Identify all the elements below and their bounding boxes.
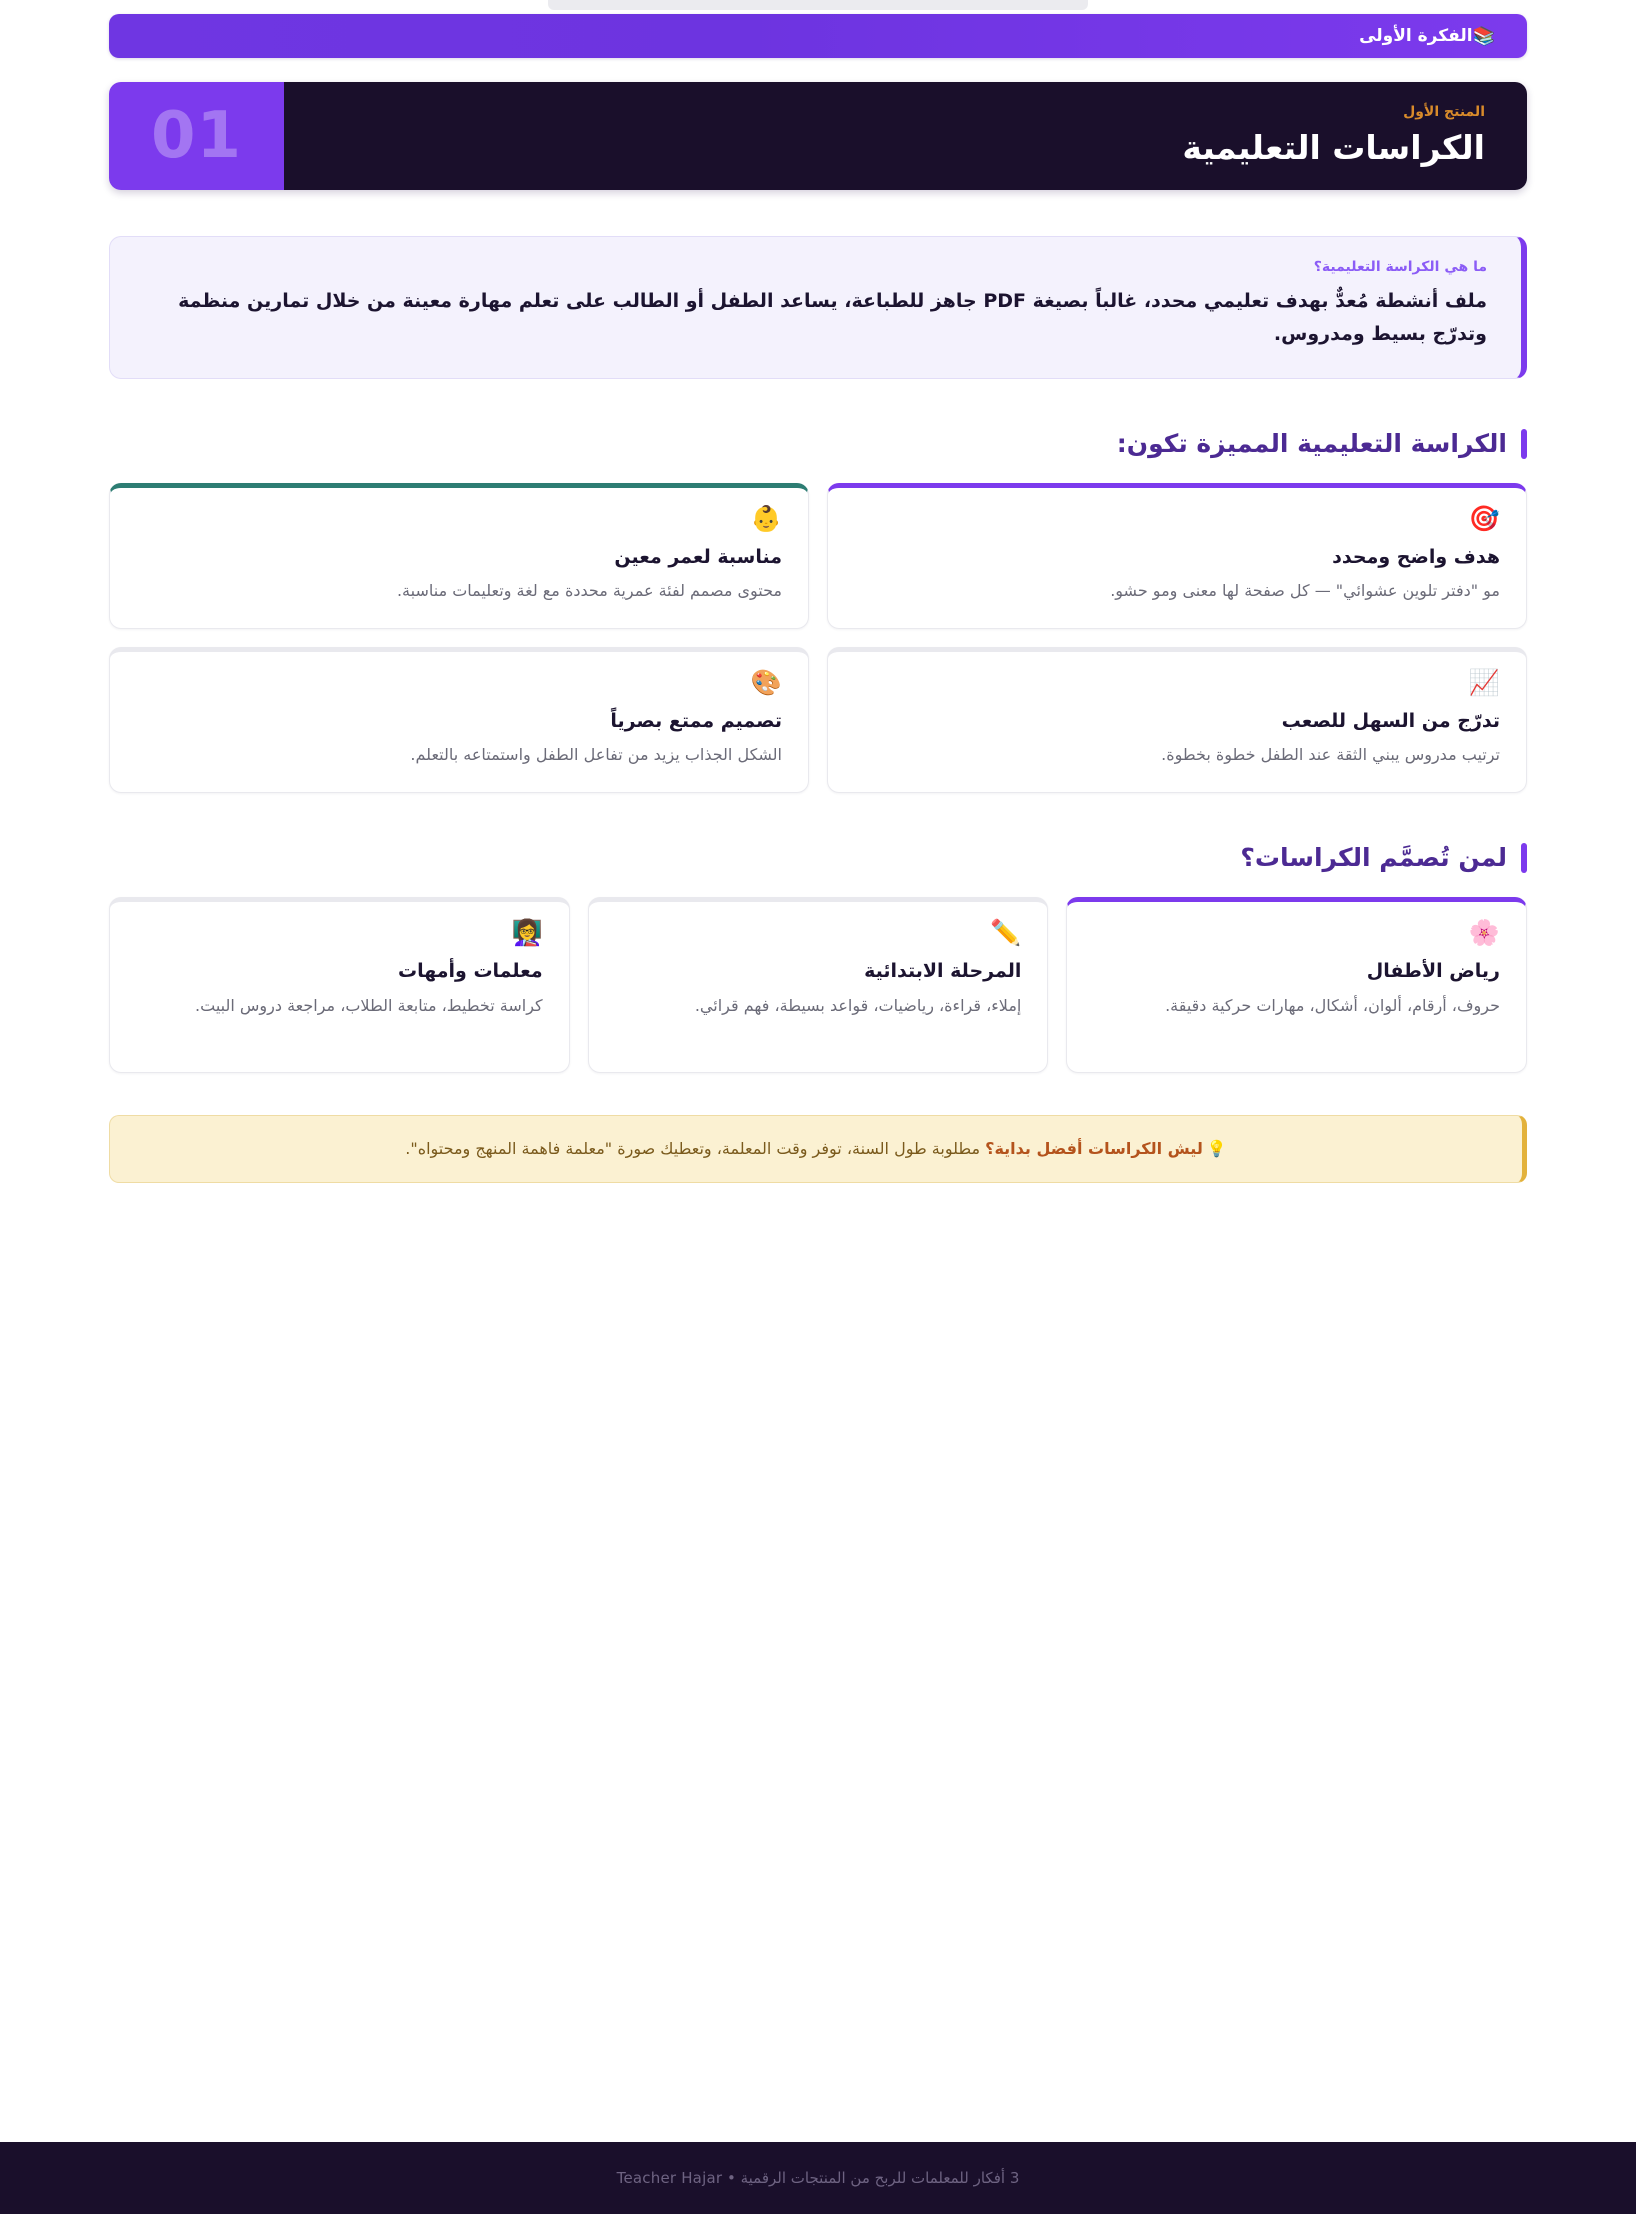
feature-card-2[interactable]: [109, 483, 809, 629]
feature-card-title: تصميم ممتع بصرياً: [610, 709, 782, 732]
audience-card-desc: كراسة تخطيط، متابعة الطلاب، مراجعة دروس البيت.: [195, 995, 543, 1015]
section-accent-bar: [1521, 429, 1527, 459]
pencil-icon: ✏️: [990, 917, 1022, 947]
audience-section-header: [109, 843, 1527, 873]
product-header: [109, 82, 1527, 190]
product-header-body: [284, 82, 1527, 190]
woman-teacher-icon: 👩‍🏫: [511, 917, 543, 947]
page-footer: [0, 2142, 1636, 2214]
content-container: [109, 0, 1527, 2142]
idea-ribbon: [109, 14, 1527, 58]
baby-icon: 👶: [750, 503, 782, 533]
audience-card-3[interactable]: [109, 897, 570, 1073]
audience-card-desc: إملاء، قراءة، رياضيات، قواعد بسيطة، فهم قرائي.: [694, 995, 1022, 1015]
feature-card-3[interactable]: [827, 647, 1527, 793]
features-section-header: [109, 429, 1527, 459]
audience-card-title: رياض الأطفال: [1366, 959, 1500, 982]
tip-question: ليش الكراسات أفضل بداية؟: [985, 1138, 1203, 1158]
definition-label: ما هي الكراسة التعليمية؟: [1313, 259, 1487, 275]
target-icon: 🎯: [1468, 503, 1500, 533]
audience-section-title: لمن تُصمَّم الكراسات؟: [1240, 843, 1507, 873]
product-kicker: المنتج الأول: [1403, 104, 1485, 121]
palette-icon: 🎨: [750, 667, 782, 697]
top-chrome-sliver: [548, 0, 1088, 10]
features-grid: [109, 483, 1527, 793]
feature-card-title: تدرّج من السهل للصعب: [1281, 709, 1500, 732]
cherry-blossom-icon: 🌸: [1468, 917, 1500, 947]
tip-callout: [109, 1115, 1527, 1183]
feature-card-4[interactable]: [109, 647, 809, 793]
tip-body: مطلوبة طول السنة، توفر وقت المعلمة، وتعطيك صورة "معلمة فاهمة المنهج ومحتواه".: [405, 1138, 986, 1158]
audience-card-1[interactable]: [1066, 897, 1527, 1073]
audience-card-desc: حروف، أرقام، ألوان، أشكال، مهارات حركية دقيقة.: [1165, 995, 1500, 1015]
feature-card-desc: مو "دفتر تلوين عشوائي" — كل صفحة لها معنى ومو حشو.: [1110, 581, 1500, 601]
page-title: الكراسات التعليمية: [1182, 128, 1485, 168]
product-number-badge: [109, 82, 284, 190]
feature-card-desc: محتوى مصمم لفئة عمرية محددة مع لغة وتعليمات مناسبة.: [396, 581, 782, 601]
feature-card-desc: ترتيب مدروس يبني الثقة عند الطفل خطوة بخطوة.: [1161, 745, 1500, 765]
audience-card-title: معلمات وأمهات: [397, 959, 543, 982]
section-accent-bar: [1521, 843, 1527, 873]
product-number: 01: [150, 99, 243, 173]
light-bulb-icon: 💡: [1206, 1138, 1227, 1158]
audience-grid: [109, 897, 1527, 1073]
feature-card-desc: الشكل الجذاب يزيد من تفاعل الطفل واستمتاعه بالتعلم.: [410, 745, 782, 765]
feature-card-1[interactable]: [827, 483, 1527, 629]
feature-card-title: مناسبة لعمر معين: [614, 545, 782, 568]
books-icon: 📚: [1472, 25, 1495, 47]
feature-card-title: هدف واضح ومحدد: [1332, 545, 1500, 568]
audience-card-2[interactable]: [588, 897, 1049, 1073]
definition-text: ملف أنشطة مُعدٌّ بهدف تعليمي محدد، غالباً بصيغة PDF جاهز للطباعة، يساعد الطفل أو الطالب على تعلم مهارة معينة من خلال تمارين منظمة وتدرّج بسيط ومدروس.: [178, 290, 1487, 346]
definition-callout: [109, 236, 1527, 379]
footer-text: 3 أفكار للمعلمات للربح من المنتجات الرقمية • Teacher Hajar: [616, 2169, 1020, 2187]
audience-card-title: المرحلة الابتدائية: [864, 959, 1022, 982]
features-section-title: الكراسة التعليمية المميزة تكون:: [1116, 429, 1507, 458]
idea-ribbon-label: الفكرة الأولى: [1359, 26, 1473, 46]
chart-increasing-icon: 📈: [1468, 667, 1500, 697]
